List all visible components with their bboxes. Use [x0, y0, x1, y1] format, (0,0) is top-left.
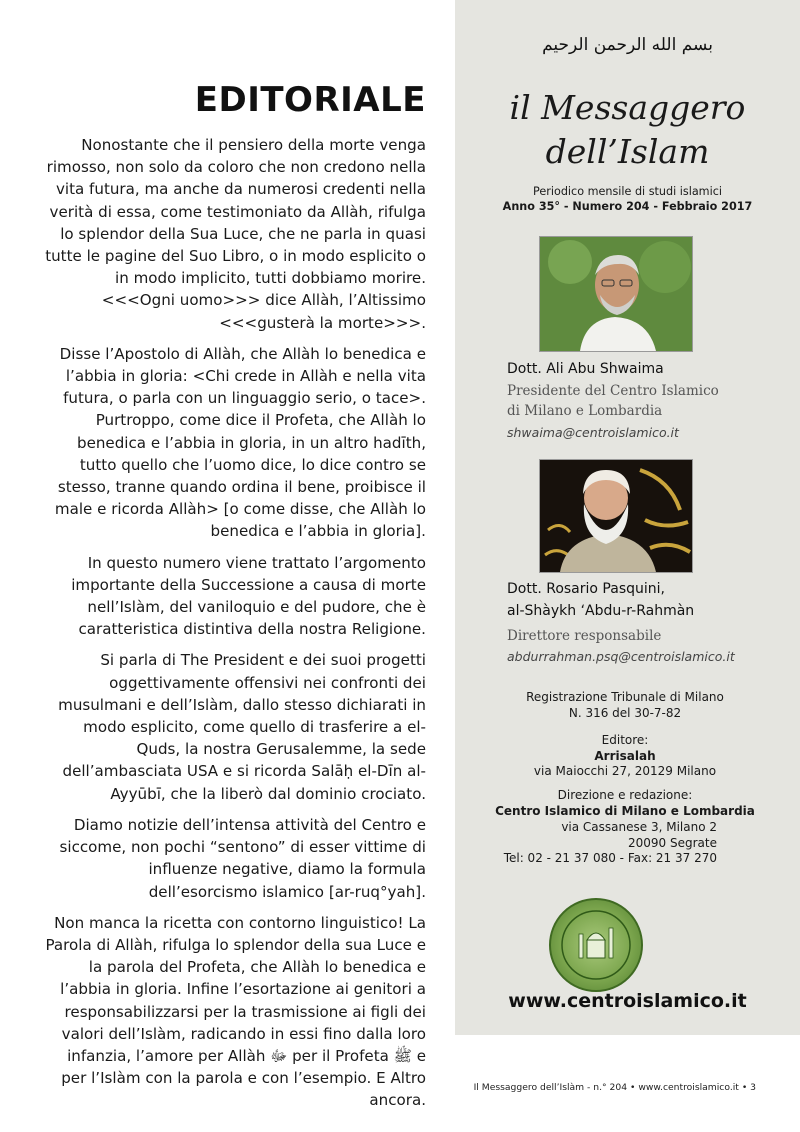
masthead-sidebar — [455, 0, 800, 1035]
office-address1: via Cassanese 3, Milano 2 — [561, 820, 717, 834]
issue-info: Anno 35° - Numero 204 - Febbraio 2017 — [502, 200, 753, 213]
magazine-title-line2: dell’Islam — [545, 132, 710, 171]
registration-line2: N. 316 del 30-7-82 — [568, 705, 682, 720]
office-address-block — [455, 820, 717, 867]
magazine-title — [455, 86, 800, 174]
president-role-line1: Presidente del Centro Islamico — [507, 383, 719, 399]
editorial-paragraph: Nonostante che il pensiero della morte venga rimosso, non solo da coloro che non credono nella vita futura, ma anche da numerosi credenti nella verità di essa, come testimoniato da Allàh, rifulga lo splendor della Sua Luce, che ne parla in quasi tutte le pagine del Suo Libro, o in modo esplicito o in modo implicito, tutti dobbiamo morire. <<<Ogni uomo>>> dice Allàh, l’Altissimo <<<gusterà la morte>>>. — [45, 136, 426, 332]
website-link[interactable]: www.centroislamico.it — [508, 990, 747, 1012]
office-name: Centro Islamico di Milano e Lombardia — [495, 803, 755, 818]
editorial-paragraph: Disse l’Apostolo di Allàh, che Allàh lo benedica e l’abbia in gloria: <Chi crede in Allàh e nella vita futura, o parla con un linguaggio serio, o tace>. Purtroppo, come dice il Profeta, che Allàh lo benedica e l’abbia in gloria, in un altro hadīth, tutto quello che l’uomo dice, lo dice contro se stesso, tranne quando ordina il bene, proibisce il male e ricorda Allàh> [o come disse, che Allàh lo benedica e l’abbia in gloria]. — [54, 344, 426, 541]
president-photo — [539, 236, 693, 352]
office-label: Direzione e redazione: — [557, 788, 693, 802]
periodical-description: Periodico mensile di studi islamici — [533, 185, 722, 198]
editorial-paragraph: In questo numero viene trattato l’argomento importante della Successione a causa di morte nell’Islàm, del vaniloquio e del pudore, che è caratteristica distintiva della nostra Religione. — [71, 553, 426, 639]
mosque-emblem-icon — [551, 900, 641, 990]
president-role-line2: di Milano e Lombardia — [507, 403, 663, 419]
director-photo — [539, 459, 693, 573]
director-email-link[interactable]: abdurrahman.psq@centroislamico.it — [507, 649, 735, 664]
director-role: Direttore responsabile — [507, 628, 662, 644]
centro-islamico-logo — [549, 898, 643, 992]
office-phone: Tel: 02 - 21 37 080 - Fax: 21 37 270 — [503, 851, 717, 865]
director-name-line2: al-Shàykh ‘Abdu-r-Rahmàn — [507, 603, 695, 619]
registration-info — [495, 690, 755, 721]
editorial-title: EDITORIALE — [194, 80, 426, 120]
editorial-paragraph: Non manca la ricetta con contorno linguistico! La Parola di Allàh, rifulga lo splendor della sua Luce e la parola del Profeta, che Allàh lo benedica e l’abbia in gloria. Infine l’esortazione ai genitori a responsabilizzarsi per la trasmissione ai figli dei valori dell’Islàm, radicando in essi fino dalla loro infanzia, l’amore per Allàh ﷻ per il Profeta ﷺ e per l’Islàm con la parola e con l’esempio. E Altro ancora. — [45, 913, 426, 1110]
director-name-line1: Dott. Rosario Pasquini, — [507, 581, 665, 597]
office-address2: 20090 Segrate — [628, 835, 717, 850]
editorial-column — [40, 80, 426, 1121]
president-name: Dott. Ali Abu Shwaima — [507, 361, 664, 377]
page-footer: Il Messaggero dell’Islàm - n.° 204 • www.centroislamico.it • 3 — [473, 1082, 756, 1093]
publisher-label: Editore: — [601, 733, 649, 747]
editorial-paragraph: Diamo notizie dell’intensa attività del Centro e siccome, non pochi “sentono” di esser vittime di influenze negative, diamo la formula dell’esorcismo islamico [ar-ruq°yah]. — [59, 815, 426, 901]
magazine-subtitle — [455, 184, 800, 214]
publisher-name: Arrisalah — [594, 748, 656, 763]
registration-line1: Registrazione Tribunale di Milano — [526, 690, 724, 704]
publisher-info — [495, 733, 755, 780]
president-email-link[interactable]: shwaima@centroislamico.it — [507, 425, 679, 440]
publisher-address: via Maiocchi 27, 20129 Milano — [533, 764, 717, 778]
editorial-paragraph: Si parla di The President e dei suoi progetti oggettivamente offensivi nei confronti dei musulmani e dell’Islàm, dallo stesso dichiarati in modo esplicito, come quello di trasferire a el-Quds, la nostra Gerusalemme, la sede dell’ambasciata USA e si ricorda Salāḥ el-Dīn al-Ayyūbī, che la liberò dal dominio crociato. — [58, 651, 426, 803]
editorial-office-info — [495, 788, 755, 819]
magazine-title-line1: il Messaggero — [509, 88, 746, 127]
basmala: بسم الله الرحمن الرحيم — [542, 35, 713, 55]
portrait-illustration — [540, 460, 692, 572]
portrait-illustration — [540, 237, 692, 351]
